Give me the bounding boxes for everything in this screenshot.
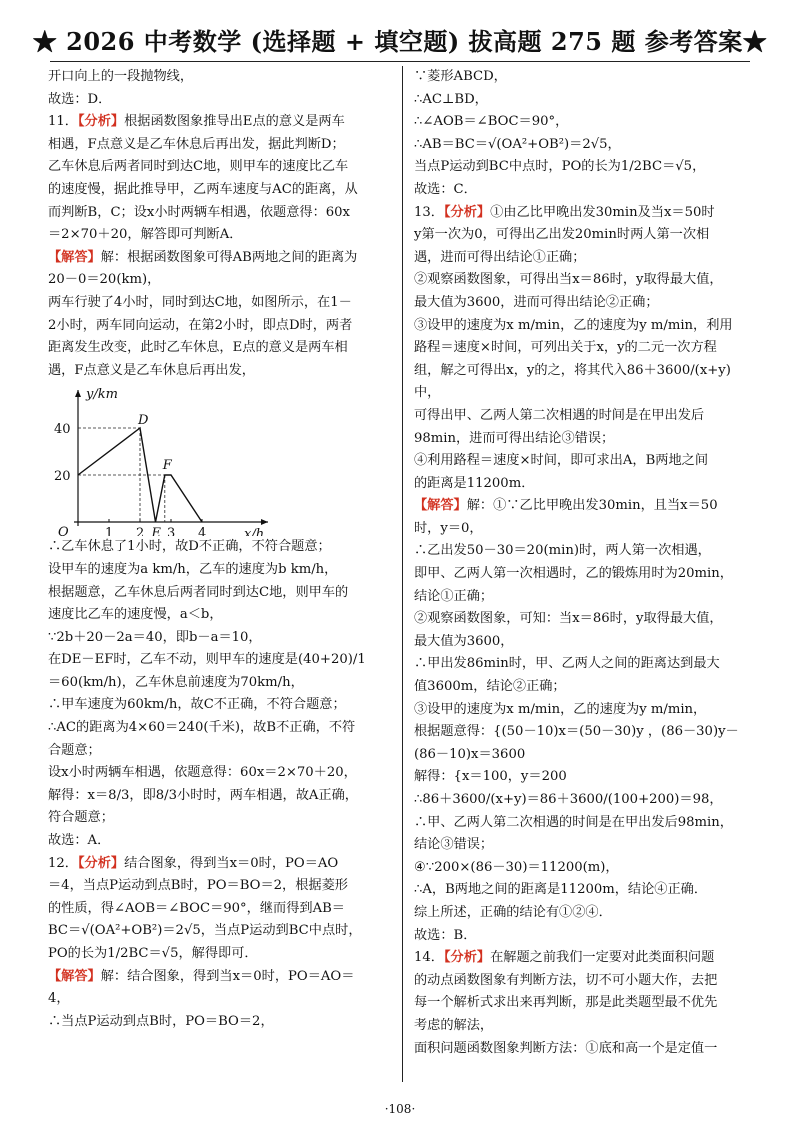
text-line: 路程＝速度×时间，可列出关于x，y的二元一次方程 [414, 340, 717, 356]
text-line: 组，解之可得出x，y的之，将其代入86＋3600/(x+y)中， [414, 362, 731, 401]
y-axis-arrow [75, 390, 81, 397]
text-line: 的速度慢，据此推导甲，乙两车速度与AC的距离，从 [48, 181, 358, 197]
text-line: 【解答】解：①∵乙比甲晚出发30min，且当x＝50 [414, 498, 718, 514]
origin-label: O [58, 525, 69, 537]
text-line: 故选：A． [48, 833, 111, 849]
graph-svg [48, 384, 278, 536]
text-line: 每一个解析式求出来再判断，那是此类题型最不优先 [414, 995, 718, 1011]
text-line: 乙车休息后两者同时到达C地，则甲车的速度比乙车 [48, 159, 349, 175]
text-line: 【解答】解：根据函数图象可得AB两地之间的距离为 [48, 249, 358, 265]
y-tick-label: 20 [54, 469, 71, 485]
section-tag: 【分析】 [77, 114, 125, 130]
text-line: ∴当点P运动到点B时，PO＝BO＝2， [48, 1013, 274, 1029]
text-line: ∴A，B两地之间的距离是11200m，结论④正确． [414, 882, 708, 898]
text-line: 值3600m，结论②正确； [414, 679, 566, 695]
text-line: 的距离是11200m． [414, 475, 535, 491]
text-line: ③设甲的速度为x m/min，乙的速度为y m/min， [414, 701, 707, 717]
x-tick-label: E [151, 526, 161, 537]
section-tag: 【分析】 [443, 950, 491, 966]
y-axis-label: y/km [86, 387, 118, 403]
distance-time-graph [48, 384, 394, 536]
text-line: ∴乙出发50－30＝20(min)时，两人第一次相遇， [414, 543, 711, 559]
text-line: 符合题意； [48, 810, 114, 826]
text-line: ＝4，当点P运动到点B时，PO＝BO＝2，根据菱形 [48, 878, 348, 894]
x-axis-arrow [261, 519, 268, 525]
text-line: 故选：D． [48, 91, 112, 107]
page-number: ·108· [384, 1102, 416, 1116]
x-axis-label: x/h [244, 527, 265, 537]
text-line: ④∵200×(86－30)＝11200(m)， [414, 859, 619, 875]
text-line: ∴甲车速度为60km/h，故C不正确，不符合题意； [48, 697, 346, 713]
text-line: ∴86＋3600/(x+y)＝86＋3600/(100+200)＝98， [414, 792, 723, 807]
section-tag: 【解答】 [48, 968, 101, 984]
text-line: 速度比乙车的速度慢，a＜b， [48, 607, 223, 623]
text-line: 两车行驶了4小时，同时到达C地，如图所示，在1－ [48, 294, 352, 310]
text-line: ＝60(km/h)，乙车休息前速度为70km/h， [48, 674, 304, 690]
column-divider [402, 66, 403, 1082]
text-line: 4， [48, 991, 70, 1007]
text-line: y第一次为0，可得出乙出发20min时两人第一次相 [414, 227, 710, 243]
text-line: ②观察函数图象，可得出当x＝86时，y取得最大值， [414, 272, 723, 288]
text-line: ∴甲、乙两人第二次相遇的时间是在甲出发后98min， [414, 814, 733, 830]
text-line: 12．【分析】结合图象，得到当x＝0时，PO＝AO [48, 855, 339, 871]
text-line: ∴乙车休息了1小时，故D不正确，不符合题意； [48, 539, 331, 555]
x-tick-label: 1 [105, 526, 114, 537]
text-line: 当点P运动到BC中点时，PO的长为1/2BC＝√5， [414, 159, 706, 175]
text-line: 13．【分析】①由乙比甲晚出发30min及当x＝50时 [414, 204, 715, 220]
text-line: 的动点函数图象有判断方法，切不可小题大作，去把 [414, 972, 718, 988]
section-tag: 【分析】 [77, 855, 125, 871]
text-line: 根据题意，乙车休息后两者同时到达C地，则甲车的 [48, 584, 349, 600]
text-line: PO的长为1/2BC＝√5，解得即可． [48, 946, 258, 961]
section-tag: 【解答】 [48, 249, 101, 265]
text-line: 设x小时两辆车相遇，依题意得：60x＝2×70＋20， [48, 765, 357, 781]
text-line: ④利用路程＝速度×时间，即可求出A，B两地之间 [414, 453, 709, 469]
text-line: ③设甲的速度为x m/min，乙的速度为y m/min，利用 [414, 317, 733, 333]
text-line: 合题意； [48, 742, 101, 758]
text-line: 20－0＝20(km)， [48, 272, 161, 288]
text-line: ②观察函数图象，可知：当x＝86时，y取得最大值， [414, 611, 723, 627]
text-line: 时，y＝0， [414, 520, 483, 536]
text-line: 设甲车的速度为a km/h，乙车的速度为b km/h， [48, 561, 338, 577]
text-line: 相遇，F点意义是乙车休息后再出发，据此判断D； [48, 136, 345, 152]
y-tick-label: 40 [54, 422, 71, 438]
text-line: 可得出甲、乙两人第二次相遇的时间是在甲出发后 [414, 407, 705, 423]
x-tick-label: 4 [198, 526, 207, 537]
text-line: 开口向上的一段抛物线， [48, 69, 194, 84]
right-column [414, 66, 754, 1060]
text-line: 11．【分析】根据函数图象推导出E点的意义是两车 [48, 114, 345, 130]
text-line: 综上所述，正确的结论有①②④． [414, 904, 612, 920]
text-line: 2小时，两车同向运动，在第2小时，即点D时，两者 [48, 317, 353, 333]
text-line: 最大值为3600，进而可得出结论②正确； [414, 294, 659, 310]
text-line: 结论①正确； [414, 588, 494, 604]
point-label-f: F [162, 458, 172, 474]
text-line: 14．【分析】在解题之前我们一定要对此类面积问题 [414, 950, 715, 966]
text-line: 故选：C． [414, 181, 477, 197]
x-tick-label: 2 [136, 526, 145, 537]
section-tag: 【解答】 [414, 498, 467, 514]
text-line: 解得：{x＝100，y＝200 [414, 769, 567, 785]
text-line: ∴甲出发86min时，甲、乙两人之间的距离达到最大 [414, 656, 720, 672]
text-line: ∵2b＋20－2a＝40，即b－a＝10， [48, 629, 262, 645]
text-line: 距离发生改变，此时乙车休息，E点的意义是两车相 [48, 340, 348, 356]
text-line: 98min，进而可得出结论③错误； [414, 430, 615, 446]
text-line: 考虑的解法， [414, 1017, 494, 1033]
text-line: ∵菱形ABCD， [414, 69, 507, 84]
text-line: ∴AB＝BC＝√(OA²+OB²)＝2√5， [414, 136, 621, 152]
text-line: 结论③错误； [414, 837, 494, 853]
text-line: 根据题意得：{(50－10)x＝(50－30)y ，(86－30)y－(86－10)x＝3600 [414, 724, 739, 762]
text-line: 即甲、乙两人第一次相遇时，乙的锻炼用时为20min， [414, 566, 733, 582]
text-line: 解得：x＝8/3，即8/3小时时，两车相遇，故A正确， [48, 787, 358, 803]
text-line: 在DE－EF时，乙车不动，则甲车的速度是(40+20)/1 [48, 652, 366, 668]
text-line: ∴AC的距离为4×60＝240(千米)，故B不正确，不符 [48, 720, 356, 736]
page-title: ★ 2026 中考数学 (选择题 + 填空题) 拔高题 275 题 参考答案★ [32, 27, 768, 56]
text-line: ∴AC⊥BD， [414, 91, 488, 107]
text-line: 最大值为3600， [414, 633, 514, 649]
header-rule [50, 61, 750, 62]
text-line: 遇，F点意义是乙车休息后再出发， [48, 362, 255, 378]
text-line: ∴∠AOB＝∠BOC＝90°， [414, 114, 569, 130]
left-column [48, 66, 394, 1033]
point-label-d: D [138, 413, 149, 429]
x-tick-label: 3 [167, 526, 176, 537]
section-tag: 【分析】 [443, 204, 491, 220]
text-line: 的性质，得∠AOB＝∠BOC＝90°，继而得到AB＝ [48, 900, 345, 916]
text-line: 而判断B，C；设x小时两辆车相遇，依题意得：60x [48, 204, 350, 220]
text-line: 面积问题函数图象判断方法：①底和高一个是定值一 [414, 1040, 718, 1056]
text-line: 【解答】解：结合图象，得到当x＝0时，PO＝AO＝ [48, 968, 355, 984]
page-header [0, 0, 800, 62]
text-line: 故选：B． [414, 927, 477, 943]
text-line: 遇，进而可得出结论①正确； [414, 249, 586, 265]
text-line: ＝2×70＋20，解答即可判断A． [48, 227, 243, 243]
text-line: BC＝√(OA²+OB²)＝2√5，当点P运动到BC中点时， [48, 923, 362, 939]
